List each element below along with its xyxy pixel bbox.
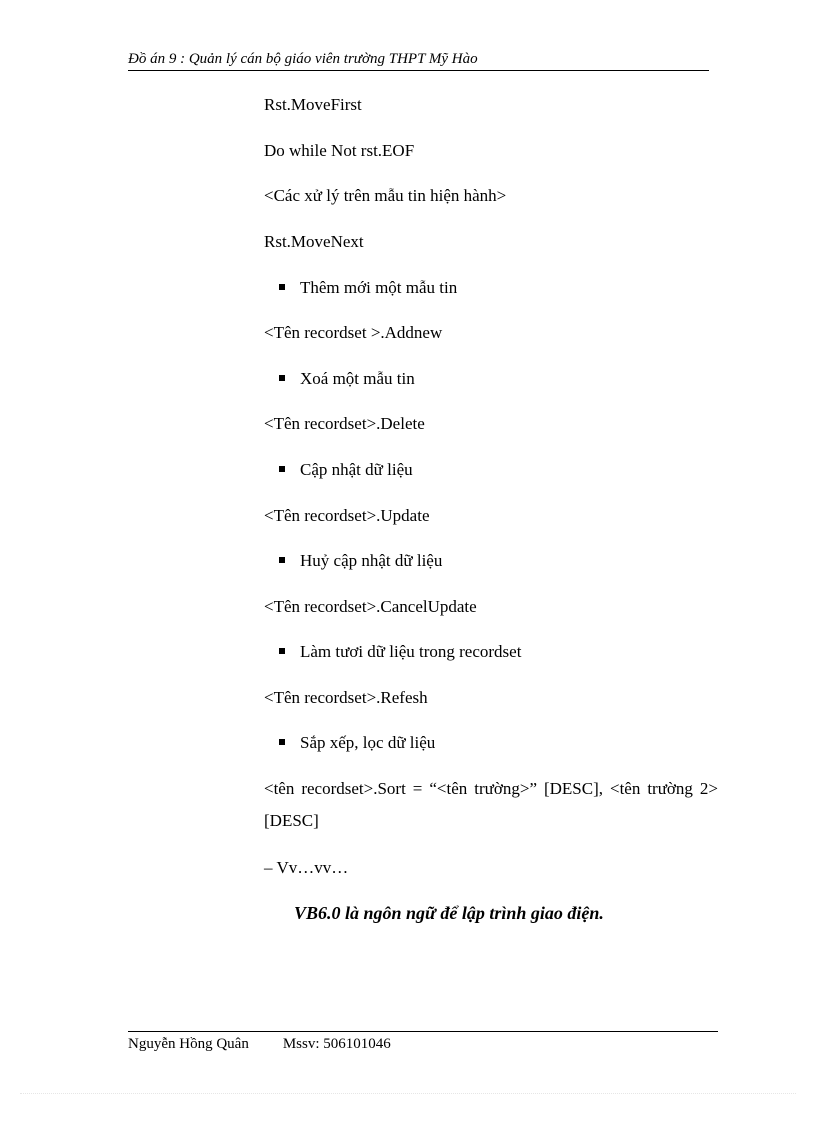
bullet-item bbox=[279, 368, 733, 390]
page-footer bbox=[128, 1034, 391, 1054]
bullet-text: Cập nhật dữ liệu bbox=[300, 460, 413, 479]
code-line: <Tên recordset>.CancelUpdate bbox=[264, 597, 477, 616]
square-bullet-icon bbox=[279, 466, 285, 472]
code-line: <Tên recordset>.Update bbox=[264, 506, 430, 525]
bullet-item bbox=[279, 641, 733, 663]
bullet-item bbox=[279, 732, 733, 754]
code-line: <Tên recordset>.Delete bbox=[264, 414, 425, 433]
bullet-text: Xoá một mẫu tin bbox=[300, 369, 415, 388]
bullet-text: Thêm mới một mẫu tin bbox=[300, 278, 458, 297]
bullet-item bbox=[279, 550, 733, 572]
square-bullet-icon bbox=[279, 648, 285, 654]
bullet-text: Huỷ cập nhật dữ liệu bbox=[300, 551, 443, 570]
page-edge-divider bbox=[20, 1093, 796, 1094]
student-id: Mssv: 506101046 bbox=[282, 1036, 391, 1052]
sort-syntax-paragraph: <tên recordset>.Sort = “<tên trường>” [DESC], <tên trường 2> [DESC] bbox=[264, 779, 718, 830]
square-bullet-icon bbox=[279, 557, 285, 563]
page-header bbox=[128, 49, 709, 71]
footer-divider bbox=[128, 1031, 718, 1032]
etc-line: – Vv…vv… bbox=[264, 858, 349, 877]
author-name: Nguyễn Hồng Quân bbox=[128, 1036, 249, 1052]
code-line: <Tên recordset >.Addnew bbox=[264, 323, 443, 342]
bullet-item bbox=[279, 277, 733, 299]
code-line: <Các xử lý trên mẫu tin hiện hành> bbox=[264, 186, 507, 205]
closing-statement: VB6.0 là ngôn ngữ để lập trình giao điện. bbox=[294, 903, 604, 923]
bullet-text: Sắp xếp, lọc dữ liệu bbox=[300, 733, 436, 752]
bullet-text: Làm tươi dữ liệu trong recordset bbox=[300, 642, 522, 661]
code-line: Rst.MoveNext bbox=[264, 232, 364, 251]
code-line: Do while Not rst.EOF bbox=[264, 141, 415, 160]
square-bullet-icon bbox=[279, 739, 285, 745]
code-line: Rst.MoveFirst bbox=[264, 95, 362, 114]
code-line: <Tên recordset>.Refesh bbox=[264, 688, 428, 707]
bullet-item bbox=[279, 459, 733, 481]
square-bullet-icon bbox=[279, 284, 285, 290]
square-bullet-icon bbox=[279, 375, 285, 381]
header-title: Đồ án 9 : Quản lý cán bộ giáo viên trường THPT Mỹ Hào bbox=[128, 51, 478, 67]
